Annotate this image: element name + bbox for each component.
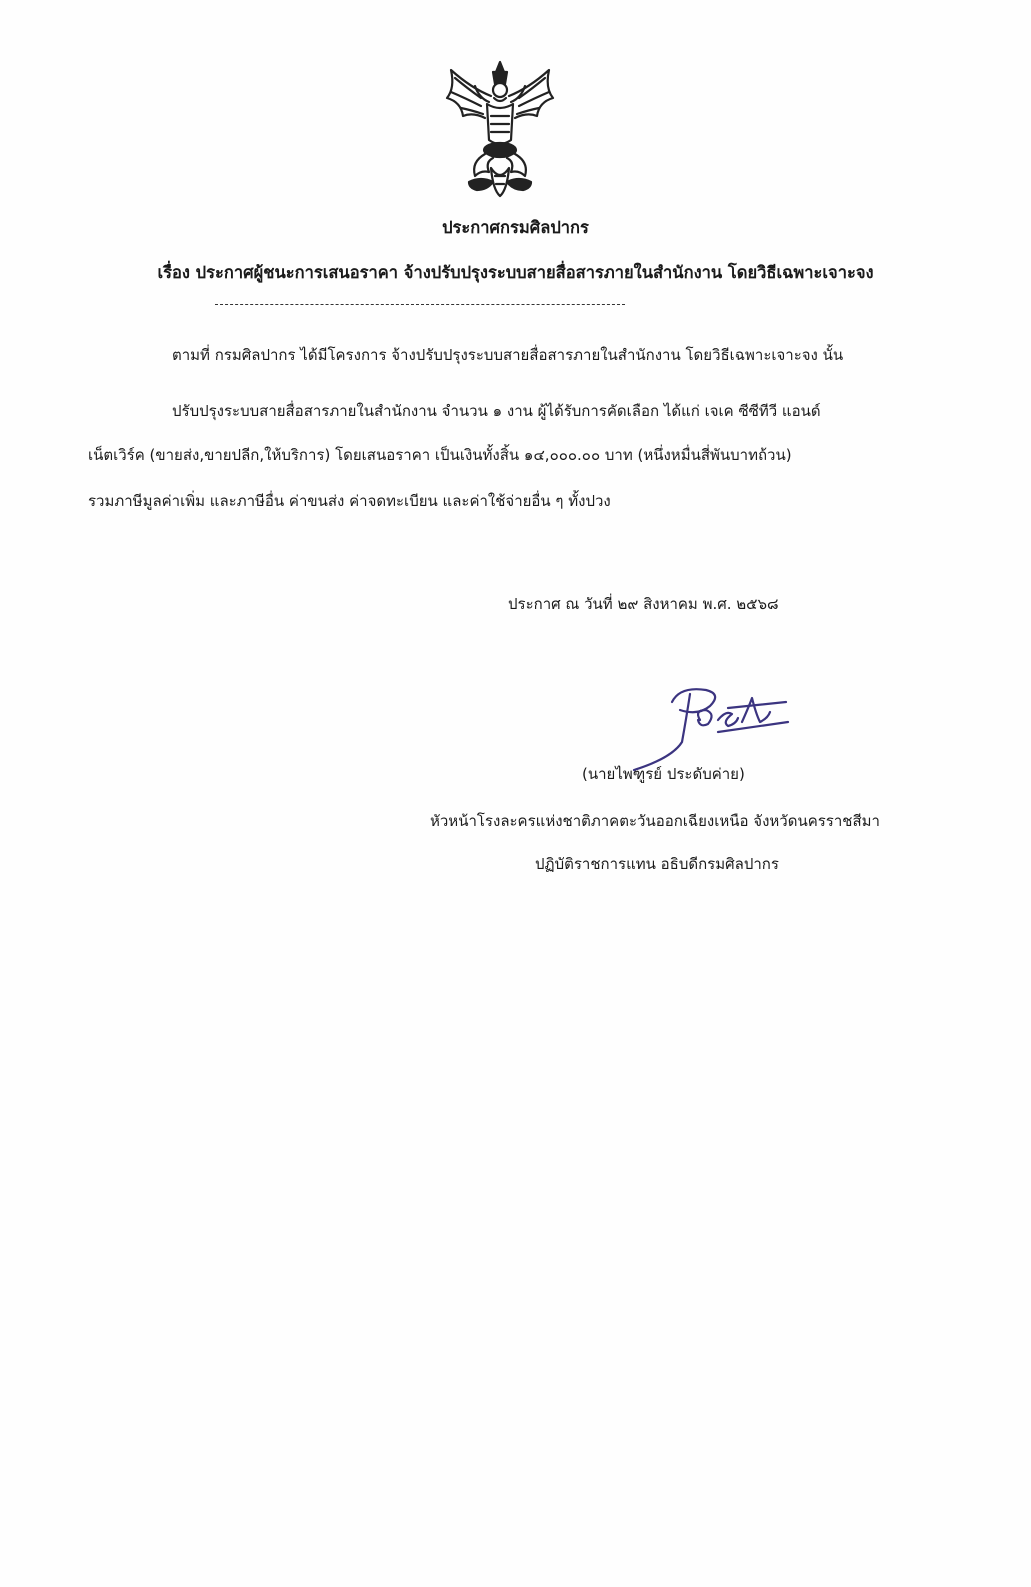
body-paragraph-2-line-1: ปรับปรุงระบบสายสื่อสารภายในสำนักงาน จำนวน ๑ งาน ผู้ได้รับการคัดเลือก ได้แก่ เจเค ซีซีทีวี แอนด์ <box>172 402 821 420</box>
signer-position: หัวหน้าโรงละครแห่งชาติภาคตะวันออกเฉียงเหนือ จังหวัดนครราชสีมา <box>430 812 880 830</box>
signer-acting-on-behalf: ปฏิบัติราชการแทน อธิบดีกรมศิลปากร <box>535 855 779 873</box>
announcement-title: ประกาศกรมศิลปากร <box>442 218 589 237</box>
announcement-subject: เรื่อง ประกาศผู้ชนะการเสนอราคา จ้างปรับปรุงระบบสายสื่อสารภายในสำนักงาน โดยวิธีเฉพาะเจาะจง <box>157 263 874 282</box>
body-paragraph-2-line-2: เน็ตเวิร์ค (ขายส่ง,ขายปลีก,ให้บริการ) โดยเสนอราคา เป็นเงินทั้งสิ้น ๑๔,๐๐๐.๐๐ บาท (หนึ่งหมื่นสี่พันบาทถ้วน) <box>88 446 792 464</box>
signer-name: (นายไพฑูรย์ ประดับค่าย) <box>582 765 745 783</box>
body-paragraph-2-line-3: รวมภาษีมูลค่าเพิ่ม และภาษีอื่น ค่าขนส่ง ค่าจดทะเบียน และค่าใช้จ่ายอื่น ๆ ทั้งปวง <box>88 492 611 510</box>
garuda-emblem-icon <box>441 58 559 200</box>
title-divider <box>215 304 625 305</box>
body-paragraph-1: ตามที่ กรมศิลปากร ได้มีโครงการ จ้างปรับปรุงระบบสายสื่อสารภายในสำนักงาน โดยวิธีเฉพาะเจาะจง นั้น <box>172 346 844 364</box>
announcement-date: ประกาศ ณ วันที่ ๒๙ สิงหาคม พ.ศ. ๒๕๖๘ <box>508 595 779 613</box>
